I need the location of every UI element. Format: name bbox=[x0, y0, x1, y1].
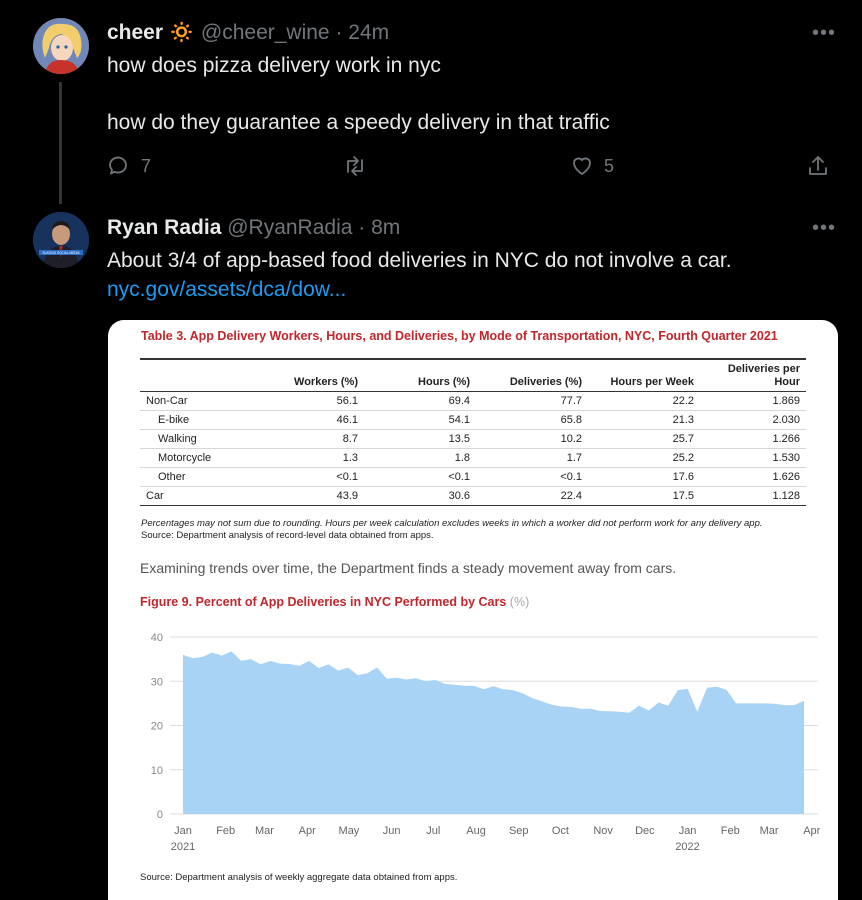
like-button[interactable] bbox=[570, 154, 614, 178]
table3-notes bbox=[141, 518, 763, 542]
table-cell: 13.5 bbox=[364, 429, 476, 448]
more-options-icon[interactable]: ••• bbox=[811, 217, 836, 239]
table3-header-cell bbox=[140, 359, 252, 391]
heart-icon bbox=[570, 154, 594, 178]
table3-header-cell: Hours per Week bbox=[588, 359, 700, 391]
table3-header-cell: Deliveries per Hour bbox=[700, 359, 806, 391]
x-tick-label: Apr bbox=[298, 825, 316, 837]
table-cell: 8.7 bbox=[252, 429, 364, 448]
tweet-time[interactable]: · 8m bbox=[358, 216, 401, 239]
share-button[interactable] bbox=[806, 154, 830, 178]
tweet1-text-line2: how do they guarantee a speedy delivery in that traffic bbox=[107, 111, 610, 134]
author-name[interactable]: cheer bbox=[107, 21, 164, 44]
tweet-media-image[interactable] bbox=[108, 320, 838, 900]
table-cell: 65.8 bbox=[476, 410, 588, 429]
x-tick-label: Nov bbox=[593, 825, 613, 837]
x-tick-year-label: 2021 bbox=[170, 841, 196, 853]
figure9-area-chart bbox=[108, 620, 838, 870]
x-tick-label: Jun bbox=[382, 825, 401, 837]
table-cell: 17.5 bbox=[588, 486, 700, 505]
table-cell: <0.1 bbox=[252, 467, 364, 486]
x-tick-year-label: 2022 bbox=[675, 841, 700, 853]
thread-connector-line bbox=[59, 82, 62, 204]
table-cell: 25.2 bbox=[588, 448, 700, 467]
table-cell: 46.1 bbox=[252, 410, 364, 429]
table-cell: 30.6 bbox=[364, 486, 476, 505]
x-tick-label: Mar bbox=[759, 825, 779, 837]
table3-source: Source: Department analysis of record-level data obtained from apps. bbox=[141, 530, 434, 541]
author-handle[interactable]: @cheer_wine bbox=[200, 21, 330, 44]
row-label: E-bike bbox=[140, 410, 252, 429]
more-options-icon[interactable]: ••• bbox=[811, 22, 836, 44]
row-label: Non-Car bbox=[140, 391, 252, 410]
tweet-time[interactable]: · 24m bbox=[335, 21, 390, 44]
table-cell: 22.4 bbox=[476, 486, 588, 505]
table-cell: 1.869 bbox=[700, 391, 806, 410]
x-tick-label: Feb bbox=[720, 825, 740, 837]
table-cell: <0.1 bbox=[364, 467, 476, 486]
x-tick-label: Sep bbox=[508, 825, 529, 837]
figure9-title bbox=[140, 595, 529, 609]
table3-title: Table 3. App Delivery Workers, Hours, and Deliveries, by Mode of Transportation, NYC, Fourth Quarter 2021 bbox=[141, 329, 778, 343]
tweet2-header bbox=[107, 216, 400, 240]
reply-button[interactable] bbox=[107, 154, 151, 178]
report-body-text: Examining trends over time, the Department finds a steady movement away from cars. bbox=[140, 560, 677, 576]
table3-header-cell: Deliveries (%) bbox=[476, 359, 588, 391]
table3 bbox=[140, 358, 806, 506]
table-cell: 22.2 bbox=[588, 391, 700, 410]
retweet-icon bbox=[342, 154, 368, 178]
x-tick-label: Jan bbox=[678, 825, 697, 837]
table-cell: 1.8 bbox=[364, 448, 476, 467]
table-cell: 1.7 bbox=[476, 448, 588, 467]
table-cell: 1.266 bbox=[700, 429, 806, 448]
author-name[interactable]: Ryan Radia bbox=[107, 216, 222, 239]
x-tick-label: Aug bbox=[466, 825, 486, 837]
sun-emoji-icon: 🔅 bbox=[168, 21, 196, 44]
like-count: 5 bbox=[604, 155, 615, 176]
x-tick-label: Dec bbox=[635, 825, 655, 837]
table-cell: 10.2 bbox=[476, 429, 588, 448]
table-cell: 54.1 bbox=[364, 410, 476, 429]
car-share-area-series bbox=[183, 651, 804, 814]
table-row bbox=[140, 429, 806, 448]
table-row bbox=[140, 486, 806, 505]
x-tick-label: Apr bbox=[803, 825, 821, 837]
table-cell: 1.3 bbox=[252, 448, 364, 467]
table-cell: 56.1 bbox=[252, 391, 364, 410]
reply-icon bbox=[107, 154, 131, 178]
table-row bbox=[140, 410, 806, 429]
reply-count: 7 bbox=[141, 155, 152, 176]
x-tick-label: Mar bbox=[255, 825, 274, 837]
figure9-unit: (%) bbox=[509, 595, 530, 609]
retweet-button[interactable] bbox=[342, 154, 368, 178]
table-cell: 69.4 bbox=[364, 391, 476, 410]
row-label: Motorcycle bbox=[140, 448, 252, 467]
x-tick-label: Jan bbox=[174, 825, 192, 837]
table-cell: 17.6 bbox=[588, 467, 700, 486]
table3-header-cell: Workers (%) bbox=[252, 359, 364, 391]
row-label: Walking bbox=[140, 429, 252, 448]
table-cell: 77.7 bbox=[476, 391, 588, 410]
table-cell: 1.128 bbox=[700, 486, 806, 505]
table3-header-cell: Hours (%) bbox=[364, 359, 476, 391]
table-cell: 2.030 bbox=[700, 410, 806, 429]
table-cell: 43.9 bbox=[252, 486, 364, 505]
table-row bbox=[140, 448, 806, 467]
table-row bbox=[140, 467, 806, 486]
tweet2-text: About 3/4 of app-based food deliveries in NYC do not involve a car. bbox=[107, 249, 732, 272]
x-tick-label: Jul bbox=[426, 825, 441, 837]
tweet2-link[interactable]: nyc.gov/assets/dca/dow... bbox=[107, 278, 347, 301]
table-cell: 1.530 bbox=[700, 448, 806, 467]
figure9-title-text: Figure 9. Percent of App Deliveries in NYC Performed by Cars bbox=[140, 595, 507, 609]
table-cell: <0.1 bbox=[476, 467, 588, 486]
table-row bbox=[140, 391, 806, 410]
avatar-caption: SLAYING SOCIAL MEDIA bbox=[42, 251, 80, 255]
tweet1-header bbox=[107, 21, 389, 45]
figure9-source: Source: Department analysis of weekly aggregate data obtained from apps. bbox=[140, 872, 458, 883]
tweet1-text-line1: how does pizza delivery work in nyc bbox=[107, 54, 441, 77]
y-tick-label: 0 bbox=[156, 809, 163, 821]
y-tick-label: 40 bbox=[150, 632, 163, 644]
x-tick-label: May bbox=[338, 825, 360, 837]
author-handle[interactable]: @RyanRadia bbox=[227, 216, 353, 239]
y-tick-label: 10 bbox=[150, 764, 163, 777]
y-tick-label: 20 bbox=[150, 720, 163, 733]
row-label: Other bbox=[140, 467, 252, 486]
table-cell: 25.7 bbox=[588, 429, 700, 448]
y-tick-label: 30 bbox=[150, 676, 163, 689]
avatar-cheer[interactable] bbox=[33, 18, 89, 74]
row-label: Car bbox=[140, 486, 252, 505]
table3-footnote: Percentages may not sum due to rounding. Hours per week calculation excludes weeks in which a worker did not perform work for any delivery app. bbox=[141, 518, 763, 529]
x-tick-label: Feb bbox=[216, 825, 236, 837]
share-icon bbox=[806, 154, 830, 178]
table-cell: 1.626 bbox=[700, 467, 806, 486]
x-tick-label: Oct bbox=[551, 825, 570, 837]
table-cell: 21.3 bbox=[588, 410, 700, 429]
avatar-ryan-radia[interactable] bbox=[33, 212, 89, 268]
